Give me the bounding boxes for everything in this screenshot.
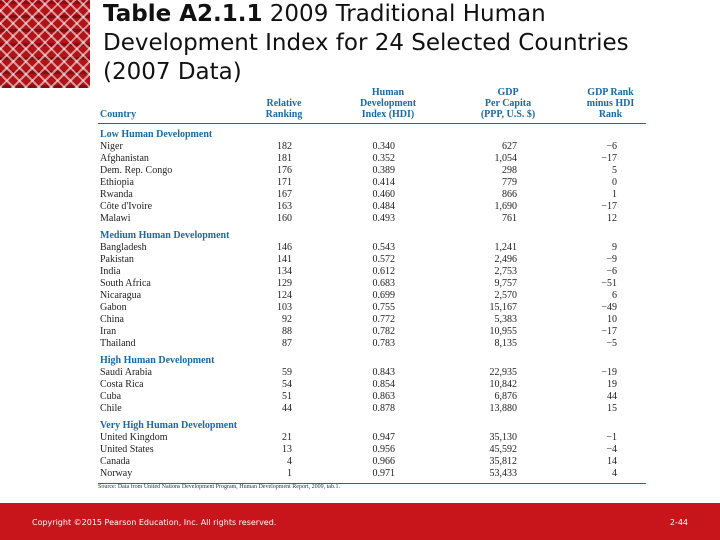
cell-country: Dem. Rep. Congo: [100, 165, 173, 176]
cell-gdp: 5,383: [494, 314, 517, 325]
cell-ranking: 88: [282, 326, 292, 337]
cell-ranking: 54: [282, 379, 292, 390]
cell-ranking: 141: [277, 254, 292, 265]
cell-gdp-rank-diff: −6: [606, 141, 617, 152]
cell-gdp-rank-diff: 0: [612, 177, 617, 188]
table-row: [98, 278, 646, 290]
cell-gdp-rank-diff: −1: [606, 432, 617, 443]
cell-gdp-rank-diff: 14: [607, 456, 617, 467]
table-row: [98, 379, 646, 391]
table-row: [98, 266, 646, 278]
cell-hdi: 0.352: [372, 153, 395, 164]
cell-gdp: 779: [502, 177, 517, 188]
cell-hdi: 0.340: [372, 141, 395, 152]
group-title: Medium Human Development: [100, 230, 230, 241]
cell-gdp: 2,570: [494, 290, 517, 301]
cell-country: United Kingdom: [100, 432, 168, 443]
cell-country: Côte d'Ivoire: [100, 201, 153, 212]
cell-country: India: [100, 266, 121, 277]
cell-gdp: 13,880: [489, 403, 517, 414]
cell-hdi: 0.484: [372, 201, 395, 212]
cell-ranking: 51: [282, 391, 292, 402]
cell-hdi: 0.947: [372, 432, 395, 443]
cell-hdi: 0.854: [372, 379, 395, 390]
table-number: Table A2.1.1: [103, 1, 263, 27]
cell-hdi: 0.878: [372, 403, 395, 414]
table-row: [98, 242, 646, 254]
cell-country: Norway: [100, 468, 133, 479]
cell-ranking: 13: [282, 444, 292, 455]
table-row: [98, 403, 646, 415]
cell-gdp: 45,592: [489, 444, 517, 455]
group-title: Very High Human Development: [100, 420, 238, 431]
cell-country: Costa Rica: [100, 379, 144, 390]
group-title: Low Human Development: [100, 129, 213, 140]
cell-ranking: 167: [277, 189, 292, 200]
page-number: 2-44: [669, 518, 688, 527]
cell-gdp: 6,876: [494, 391, 517, 402]
table-row: [98, 201, 646, 213]
table-title: 2009 Traditional Human Development Index for 24 Selected Countries (2007 Data): [103, 1, 629, 85]
cell-gdp: 1,690: [494, 201, 517, 212]
table-row: [98, 367, 646, 379]
cell-hdi: 0.843: [372, 367, 395, 378]
cell-hdi: 0.956: [372, 444, 395, 455]
col-header-gdp-rank-diff: GDP Rank minus HDI Rank: [586, 87, 635, 120]
table-row: [98, 141, 646, 153]
cell-gdp: 2,496: [494, 254, 517, 265]
cell-country: Iran: [100, 326, 117, 337]
cell-gdp-rank-diff: −5: [606, 338, 617, 349]
cell-hdi: 0.612: [372, 266, 395, 277]
cell-ranking: 160: [277, 213, 292, 224]
cell-gdp-rank-diff: −6: [606, 266, 617, 277]
cell-gdp-rank-diff: 4: [612, 468, 617, 479]
table-row: [98, 153, 646, 165]
cell-country: South Africa: [100, 278, 151, 289]
cell-gdp: 1,054: [494, 153, 517, 164]
cell-gdp-rank-diff: 15: [607, 403, 617, 414]
cell-hdi: 0.971: [372, 468, 395, 479]
col-header-country: Country: [100, 109, 137, 120]
cell-gdp: 627: [502, 141, 517, 152]
cell-gdp-rank-diff: 9: [612, 242, 617, 253]
cell-ranking: 129: [277, 278, 292, 289]
cell-country: Chile: [100, 403, 122, 414]
cell-hdi: 0.414: [372, 177, 395, 188]
table-row: [98, 456, 646, 468]
cell-ranking: 146: [277, 242, 292, 253]
table-row: [98, 302, 646, 314]
cell-gdp-rank-diff: −4: [606, 444, 617, 455]
cell-ranking: 92: [282, 314, 292, 325]
table-row: [98, 177, 646, 189]
cell-gdp: 2,753: [494, 266, 517, 277]
cell-hdi: 0.572: [372, 254, 395, 265]
cell-hdi: 0.783: [372, 338, 395, 349]
cell-gdp-rank-diff: 44: [607, 391, 617, 402]
cell-ranking: 181: [277, 153, 292, 164]
cell-gdp-rank-diff: 19: [607, 379, 617, 390]
cell-gdp: 866: [502, 189, 517, 200]
copyright-text: Copyright ©2015 Pearson Education, Inc. All rights reserved.: [32, 518, 277, 527]
table-row: [98, 338, 646, 350]
cell-ranking: 134: [277, 266, 292, 277]
group-title: High Human Development: [100, 355, 215, 366]
cell-ranking: 59: [282, 367, 292, 378]
cell-gdp-rank-diff: 10: [607, 314, 617, 325]
cell-country: Gabon: [100, 302, 127, 313]
cell-ranking: 87: [282, 338, 292, 349]
cell-ranking: 1: [287, 468, 292, 479]
table-row: [98, 165, 646, 177]
cell-hdi: 0.699: [372, 290, 395, 301]
cell-gdp: 22,935: [489, 367, 517, 378]
col-header-hdi: Human Development Index (HDI): [359, 87, 417, 120]
cell-country: Niger: [100, 141, 123, 152]
table-header: [98, 83, 646, 124]
col-header-ranking: Relative Ranking: [265, 98, 303, 120]
table-row: [98, 254, 646, 266]
table-row: [98, 314, 646, 326]
cell-country: China: [100, 314, 124, 325]
table-row: [98, 326, 646, 338]
col-header-gdp: GDP Per Capita (PPP, U.S. $): [480, 87, 536, 120]
table-row: [98, 189, 646, 201]
cell-ranking: 124: [277, 290, 292, 301]
cell-ranking: 176: [277, 165, 292, 176]
cell-ranking: 103: [277, 302, 292, 313]
cell-hdi: 0.493: [372, 213, 395, 224]
cell-gdp-rank-diff: 1: [612, 189, 617, 200]
cell-gdp-rank-diff: 5: [612, 165, 617, 176]
table-row: [98, 468, 646, 480]
cell-country: Nicaragua: [100, 290, 142, 301]
cell-ranking: 163: [277, 201, 292, 212]
cell-country: Ethiopia: [100, 177, 134, 188]
table-row: [98, 290, 646, 302]
cell-ranking: 171: [277, 177, 292, 188]
cell-country: Rwanda: [100, 189, 133, 200]
cell-gdp-rank-diff: −9: [606, 254, 617, 265]
cell-gdp: 35,130: [489, 432, 517, 443]
table-row: [98, 432, 646, 444]
footer-bar: [0, 503, 720, 540]
cell-ranking: 44: [282, 403, 292, 414]
cell-country: Thailand: [100, 338, 136, 349]
cell-gdp-rank-diff: −17: [601, 201, 617, 212]
cell-gdp-rank-diff: −17: [601, 326, 617, 337]
cell-gdp-rank-diff: −17: [601, 153, 617, 164]
cell-ranking: 4: [287, 456, 292, 467]
cell-hdi: 0.755: [372, 302, 395, 313]
table-row: [98, 391, 646, 403]
cell-hdi: 0.863: [372, 391, 395, 402]
cell-gdp: 9,757: [494, 278, 517, 289]
cell-gdp-rank-diff: −51: [601, 278, 617, 289]
cell-ranking: 21: [282, 432, 292, 443]
cell-country: United States: [100, 444, 154, 455]
cell-gdp-rank-diff: 6: [612, 290, 617, 301]
cell-hdi: 0.460: [372, 189, 395, 200]
cell-gdp: 53,433: [489, 468, 517, 479]
cell-country: Canada: [100, 456, 130, 467]
cell-hdi: 0.782: [372, 326, 395, 337]
cell-hdi: 0.683: [372, 278, 395, 289]
decorative-pattern: [0, 0, 90, 88]
cell-country: Malawi: [100, 213, 131, 224]
cell-gdp-rank-diff: 12: [607, 213, 617, 224]
cell-country: Afghanistan: [100, 153, 149, 164]
cell-ranking: 182: [277, 141, 292, 152]
cell-country: Bangladesh: [100, 242, 147, 253]
cell-gdp: 10,955: [489, 326, 517, 337]
table-row: [98, 444, 646, 456]
cell-gdp: 1,241: [494, 242, 517, 253]
cell-hdi: 0.543: [372, 242, 395, 253]
cell-country: Cuba: [100, 391, 122, 402]
cell-gdp: 298: [502, 165, 517, 176]
table-body: [98, 129, 646, 480]
cell-hdi: 0.389: [372, 165, 395, 176]
cell-gdp: 35,812: [489, 456, 517, 467]
cell-gdp: 10,842: [489, 379, 517, 390]
cell-gdp-rank-diff: −49: [601, 302, 617, 313]
cell-gdp: 761: [502, 213, 517, 224]
slide-title: [103, 0, 703, 87]
cell-hdi: 0.772: [372, 314, 395, 325]
source-note: Source: Data from United Nations Development Program, Human Development Report, 2009, tab.1.: [98, 484, 340, 490]
cell-country: Pakistan: [100, 254, 134, 265]
cell-gdp: 8,135: [494, 338, 517, 349]
cell-gdp: 15,167: [489, 302, 517, 313]
cell-hdi: 0.966: [372, 456, 395, 467]
hdi-table: [98, 83, 646, 484]
cell-country: Saudi Arabia: [100, 367, 152, 378]
table-row: [98, 213, 646, 225]
cell-gdp-rank-diff: −19: [601, 367, 617, 378]
